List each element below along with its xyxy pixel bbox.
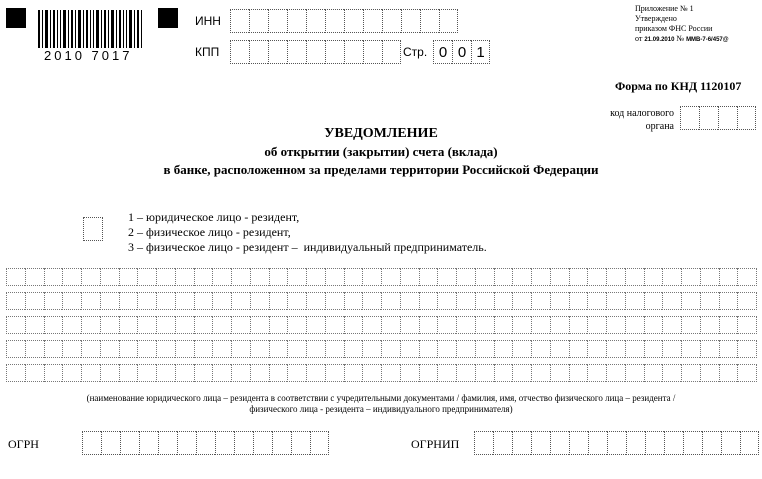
tax-code-label: код налогового органа xyxy=(610,108,674,132)
page-number-field[interactable] xyxy=(433,40,490,64)
payer-option: 2 – физическое лицо - резидент, xyxy=(128,225,291,239)
approval-date: 21.09.2010 xyxy=(644,37,675,43)
title-sub1: об открытии (закрытии) счета (вклада) xyxy=(264,144,498,159)
page-digit: 0 xyxy=(452,40,471,64)
approval-number: ММВ-7-6/457@ xyxy=(686,37,729,43)
payer-category-field[interactable] xyxy=(83,217,103,241)
name-row-5[interactable] xyxy=(6,364,757,382)
name-row-4[interactable] xyxy=(6,340,757,358)
approval-line: Утверждено xyxy=(635,14,677,23)
page-label: Стр. xyxy=(403,45,428,59)
name-row-3[interactable] xyxy=(6,316,757,334)
name-row-2[interactable] xyxy=(6,292,757,310)
approval-line: Приложение № 1 xyxy=(635,4,694,13)
name-row-1[interactable] xyxy=(6,268,757,286)
corner-marker-left xyxy=(6,8,26,28)
form-knd: Форма по КНД 1120107 xyxy=(615,79,742,93)
ogrnip-field[interactable] xyxy=(474,431,759,455)
kpp-label: КПП xyxy=(195,45,220,59)
page-digit: 1 xyxy=(471,40,490,64)
title-main: УВЕДОМЛЕНИЕ xyxy=(324,126,438,141)
approval-line: приказом ФНС России xyxy=(635,24,713,33)
corner-marker-right xyxy=(158,8,178,28)
barcode-number: 2010 7017 xyxy=(44,48,133,63)
inn-label: ИНН xyxy=(195,14,221,28)
page-digit: 0 xyxy=(433,40,452,64)
approval-block xyxy=(635,4,729,45)
name-caption: (наименование юридического лица – резидента в соответствии с учредительными документами / фамилия, имя, отчество физического лица – резидента / физического лица - резидента – индивидуального предпринимателя) xyxy=(86,393,676,414)
ogrn-label: ОГРН xyxy=(8,437,39,451)
payer-option: 3 – физическое лицо - резидент – индивидуальный предприниматель. xyxy=(128,240,487,254)
document-title xyxy=(0,125,762,179)
barcode-image xyxy=(38,10,142,48)
payer-category-options xyxy=(128,210,487,255)
inn-field[interactable] xyxy=(230,9,458,33)
approval-line: от 21.09.2010 № ММВ-7-6/457@ xyxy=(635,34,729,43)
kpp-field[interactable] xyxy=(230,40,401,64)
ogrnip-label: ОГРНИП xyxy=(411,437,460,451)
title-sub2: в банке, расположенном за пределами территории Российской Федерации xyxy=(163,162,599,177)
ogrn-field[interactable] xyxy=(82,431,329,455)
payer-option: 1 – юридическое лицо - резидент, xyxy=(128,210,300,224)
